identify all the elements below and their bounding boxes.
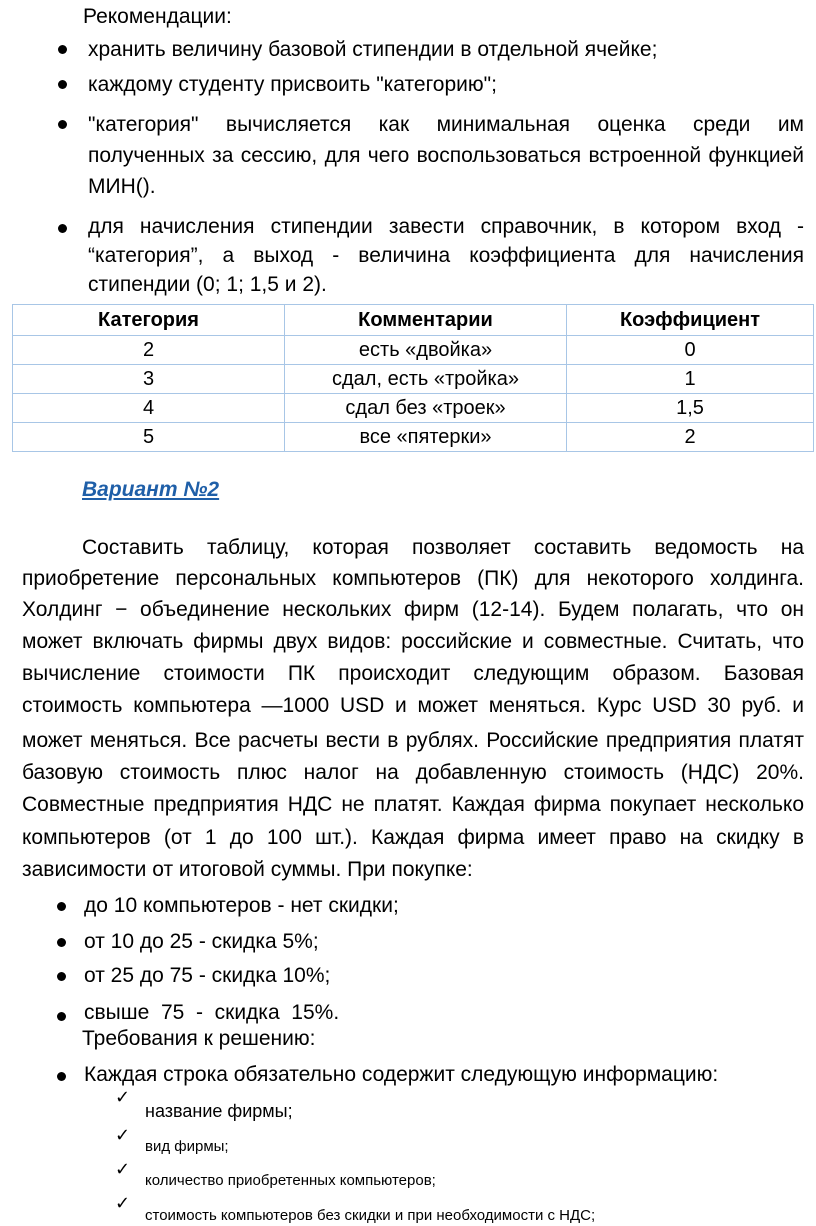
task-line-9: Совместные предприятия НДС не платят. Каждая фирма покупает несколько [22, 793, 804, 816]
recommendation-item-1: хранить величину базовой стипендии в отдельной ячейке; [88, 38, 658, 61]
table-header-row [13, 305, 814, 336]
check-item-4: стоимость компьютеров без скидки и при необходимости с НДС; [145, 1207, 596, 1224]
task-line-3: Холдинг − объединение нескольких фирм (12-14). Будем полагать, что он [22, 598, 804, 621]
table-cell: 1 [567, 365, 814, 394]
table-cell: 2 [567, 423, 814, 452]
check-item-1: название фирмы; [145, 1101, 293, 1121]
bullet-icon [57, 902, 66, 911]
table-cell: 2 [13, 336, 285, 365]
bullet-icon [57, 938, 66, 947]
bullet-icon [58, 80, 67, 89]
table-cell: все «пятерки» [285, 423, 567, 452]
table-row [13, 365, 814, 394]
bullet-icon [58, 45, 67, 54]
bullet-icon [57, 972, 66, 981]
discount-item-2: от 10 до 25 - скидка 5%; [84, 930, 319, 953]
table-cell: 0 [567, 336, 814, 365]
discount-item-4: свыше 75 - скидка 15%. [84, 1001, 340, 1024]
table-cell: сдал без «троек» [285, 394, 567, 423]
table-cell: 3 [13, 365, 285, 394]
recommendation-item-4-line-1: для начисления стипендии завести справочник, в котором вход - [88, 215, 804, 238]
task-line-1: Составить таблицу, которая позволяет составить ведомость на [82, 536, 804, 559]
checkmark-icon: ✓ [115, 1125, 131, 1146]
table-row [13, 394, 814, 423]
discount-item-1: до 10 компьютеров - нет скидки; [84, 894, 399, 917]
recommendation-item-3-line-2: полученных за сессию, для чего воспользоваться встроенной функцией [88, 144, 804, 167]
recommendation-item-3-line-1: "категория" вычисляется как минимальная оценка среди им [88, 113, 804, 136]
table-cell: 4 [13, 394, 285, 423]
table-cell: сдал, есть «тройка» [285, 365, 567, 394]
table-cell: 1,5 [567, 394, 814, 423]
bullet-icon [57, 1012, 66, 1021]
discount-item-3: от 25 до 75 - скидка 10%; [84, 964, 331, 987]
table-header-category: Категория [13, 305, 285, 336]
task-line-11: зависимости от итоговой суммы. При покупке: [22, 858, 473, 881]
bullet-icon [58, 120, 67, 129]
table-header-coefficient: Коэффициент [567, 305, 814, 336]
recommendation-item-4-line-3: стипендии (0; 1; 1,5 и 2). [88, 273, 327, 296]
task-line-8: базовую стоимость плюс налог на добавленную стоимость (НДС) 20%. [22, 761, 804, 784]
task-line-10: компьютеров (от 1 до 100 шт.). Каждая фирма имеет право на скидку в [22, 826, 804, 849]
table-cell: 5 [13, 423, 285, 452]
task-line-7: может меняться. Все расчеты вести в рублях. Российские предприятия платят [22, 729, 804, 752]
checkmark-icon: ✓ [115, 1159, 131, 1180]
task-line-2: приобретение персональных компьютеров (ПК) для некоторого холдинга. [22, 567, 804, 590]
recommendation-item-4-line-2: “категория”, а выход - величина коэффициента для начисления [88, 244, 804, 267]
task-line-5: вычисление стоимости ПК происходит следующим образом. Базовая [22, 662, 804, 685]
table-header-comments: Комментарии [285, 305, 567, 336]
variant-title: Вариант №2 [82, 478, 220, 501]
task-line-6: стоимость компьютера —1000 USD и может меняться. Курс USD 30 руб. и [22, 694, 804, 717]
bullet-icon [58, 224, 67, 233]
check-item-2: вид фирмы; [145, 1138, 229, 1155]
recommendation-item-3-line-3: МИН(). [88, 175, 156, 198]
requirements-heading: Требования к решению: [82, 1027, 316, 1050]
coefficient-table [12, 304, 814, 452]
check-item-3: количество приобретенных компьютеров; [145, 1172, 436, 1189]
task-line-4: может включать фирмы двух видов: российские и совместные. Считать, что [22, 630, 804, 653]
bullet-icon [57, 1072, 66, 1081]
recommendations-heading: Рекомендации: [83, 5, 232, 28]
table-cell: есть «двойка» [285, 336, 567, 365]
table-row [13, 336, 814, 365]
requirement-main: Каждая строка обязательно содержит следующую информацию: [84, 1063, 719, 1086]
checkmark-icon: ✓ [115, 1193, 131, 1214]
checkmark-icon: ✓ [115, 1087, 131, 1108]
table-row [13, 423, 814, 452]
recommendation-item-2: каждому студенту присвоить "категорию"; [88, 73, 497, 96]
